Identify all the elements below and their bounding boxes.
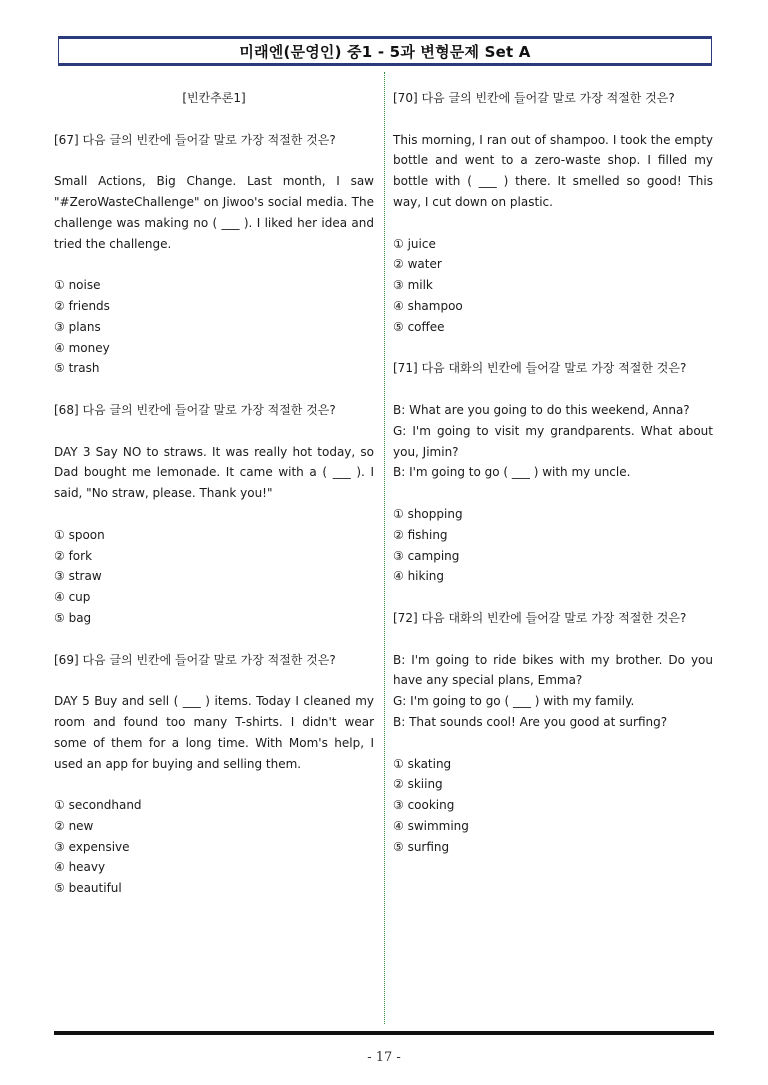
choice-list <box>54 275 374 379</box>
column-divider <box>384 72 385 1024</box>
choice-item: ④ cup <box>54 590 91 605</box>
page-number: - 17 - <box>367 1050 401 1065</box>
dialogue-line: B: That sounds cool! Are you good at surfing? <box>393 714 668 729</box>
question-passage: DAY 5 Buy and sell ( ___ ) items. Today I cleaned my room and found too many T-shirts. I didn't wear some of them for a long time. With Mom's help, I used an app for buying and selling them. <box>54 694 374 771</box>
dialogue-line: B: I'm going to go ( ___ ) with my uncle. <box>393 465 631 480</box>
choice-item: ③ camping <box>393 548 460 563</box>
question-71 <box>393 358 713 587</box>
choice-item: ③ expensive <box>54 839 130 854</box>
choice-list <box>54 525 374 629</box>
choice-item: ① skating <box>393 756 452 771</box>
choice-item: ① secondhand <box>54 798 142 813</box>
left-column <box>54 88 374 920</box>
question-title: [72] 다음 대화의 빈칸에 들어갈 말로 가장 적절한 것은? <box>393 610 687 625</box>
dialogue <box>393 650 713 733</box>
question-title: [70] 다음 글의 빈칸에 들어갈 말로 가장 적절한 것은? <box>393 91 675 105</box>
dialogue-line: G: I'm going to visit my grandparents. What about you, Jimin? <box>393 423 713 459</box>
choice-item: ③ milk <box>393 278 433 293</box>
choice-item: ⑤ trash <box>54 361 100 376</box>
question-68 <box>54 400 374 629</box>
choice-item: ② skiing <box>393 777 443 792</box>
choice-item: ⑤ surfing <box>393 839 450 854</box>
question-title: [69] 다음 글의 빈칸에 들어갈 말로 가장 적절한 것은? <box>54 652 336 667</box>
choice-item: ④ shampoo <box>393 298 463 313</box>
question-title: [67] 다음 글의 빈칸에 들어갈 말로 가장 적절한 것은? <box>54 132 336 147</box>
choice-item: ② friends <box>54 298 110 313</box>
question-title: [71] 다음 대화의 빈칸에 들어갈 말로 가장 적절한 것은? <box>393 361 687 376</box>
page-title: 미래엔(문영인) 중1 - 5과 변형문제 Set A <box>239 42 531 61</box>
choice-item: ③ cooking <box>393 798 455 813</box>
section-title: [빈칸추론1] <box>182 91 246 105</box>
question-title: [68] 다음 글의 빈칸에 들어갈 말로 가장 적절한 것은? <box>54 402 336 417</box>
choice-item: ② new <box>54 818 94 833</box>
question-70 <box>393 88 713 338</box>
choice-item: ④ hiking <box>393 569 445 584</box>
choice-item: ① spoon <box>54 527 105 542</box>
dialogue-line: G: I'm going to go ( ___ ) with my family. <box>393 694 635 709</box>
dialogue-line: B: I'm going to ride bikes with my brother. Do you have any special plans, Emma? <box>393 652 713 688</box>
choice-list <box>393 754 713 858</box>
choice-item: ④ money <box>54 340 110 355</box>
choice-list <box>54 795 374 899</box>
choice-item: ① noise <box>54 278 101 293</box>
choice-item: ② fork <box>54 548 93 563</box>
question-passage: This morning, I ran out of shampoo. I took the empty bottle and went to a zero-waste shop. I filled my bottle with ( ___ ) there. It smelled so good! This way, I cut down on plastic. <box>393 132 713 209</box>
choice-item: ① juice <box>393 236 436 251</box>
question-passage: Small Actions, Big Change. Last month, I saw "#ZeroWasteChallenge" on Jiwoo's social media. The challenge was making no ( ___ ). I liked her idea and tried the challenge. <box>54 174 374 251</box>
question-72 <box>393 608 713 858</box>
question-67 <box>54 130 374 380</box>
page-header <box>58 36 712 66</box>
choice-list <box>393 504 713 587</box>
question-69 <box>54 650 374 900</box>
choice-item: ② water <box>393 257 442 272</box>
choice-item: ⑤ beautiful <box>54 881 122 896</box>
question-passage: DAY 3 Say NO to straws. It was really hot today, so Dad bought me lemonade. It came with a ( ___ ). I said, "No straw, please. Thank you!" <box>54 444 374 501</box>
choice-list <box>393 234 713 338</box>
right-column <box>393 88 713 878</box>
choice-item: ① shopping <box>393 506 463 521</box>
choice-item: ④ heavy <box>54 860 106 875</box>
footer-rule <box>54 1031 714 1035</box>
choice-item: ⑤ bag <box>54 610 92 625</box>
choice-item: ② fishing <box>393 527 448 542</box>
choice-item: ③ straw <box>54 569 102 584</box>
choice-item: ③ plans <box>54 319 101 334</box>
dialogue <box>393 400 713 483</box>
choice-item: ⑤ coffee <box>393 319 445 334</box>
dialogue-line: B: What are you going to do this weekend, Anna? <box>393 402 690 417</box>
choice-item: ④ swimming <box>393 818 469 833</box>
